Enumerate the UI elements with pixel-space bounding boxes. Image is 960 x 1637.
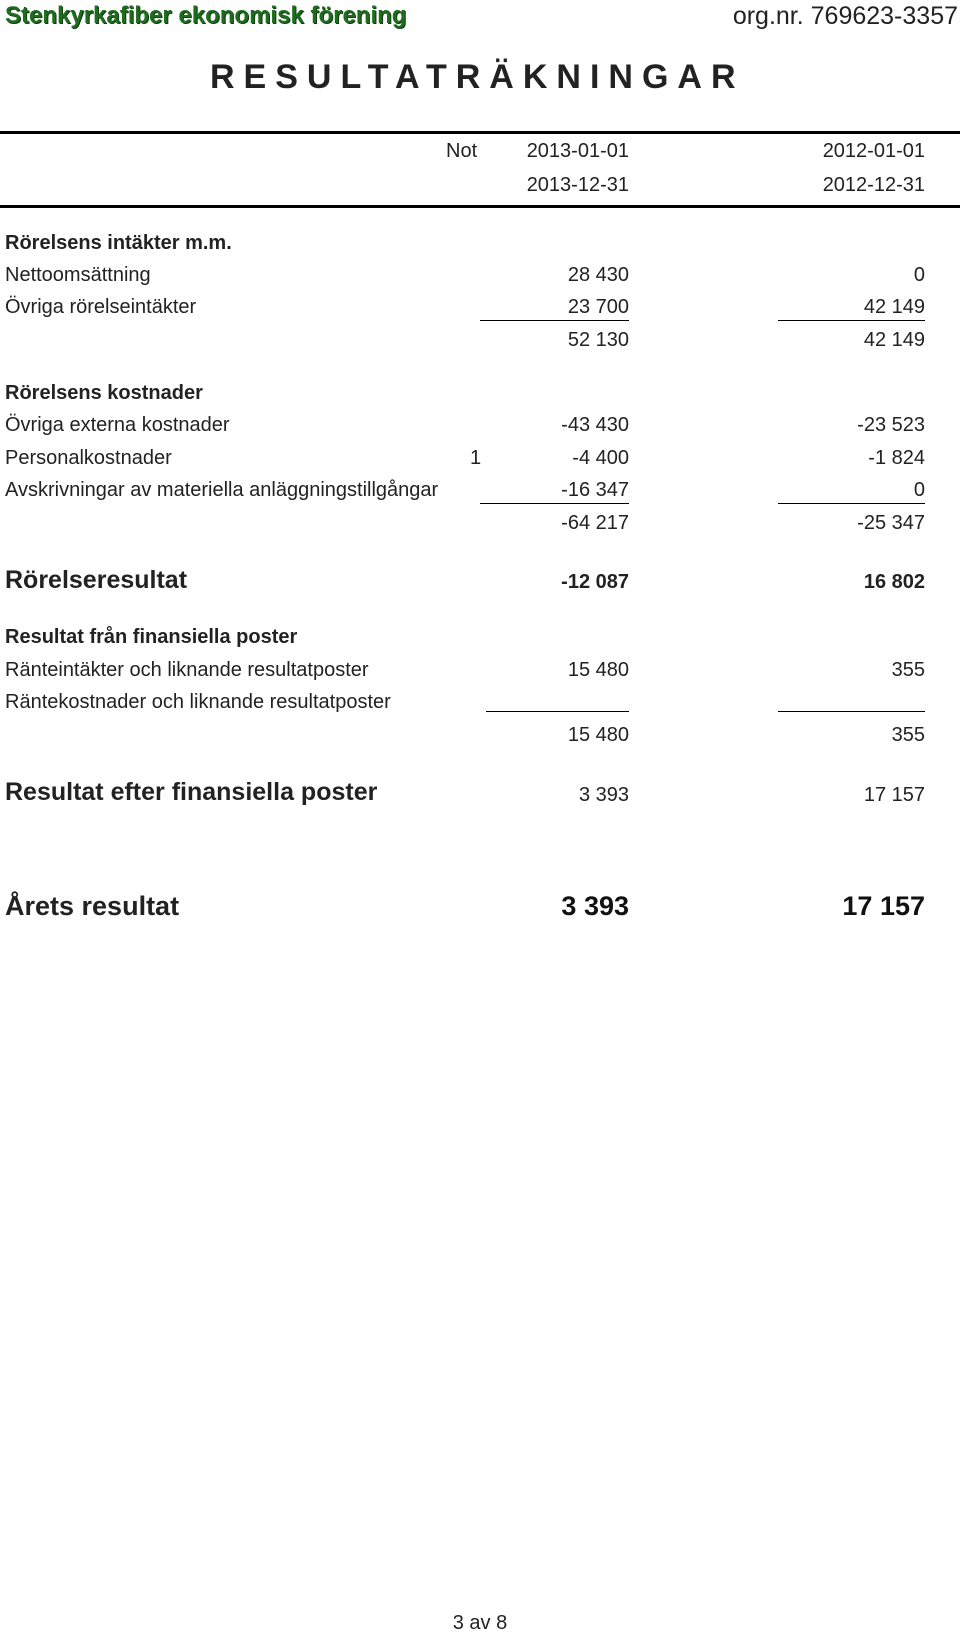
header-top-rule [0, 131, 960, 134]
note-column-header: Not [446, 140, 478, 162]
previous-subtotal-rule [778, 711, 925, 712]
row-current-value: -4 400 [572, 447, 629, 469]
header-bottom-rule [0, 205, 960, 208]
row-label: Ränteintäkter och liknande resultatposter [5, 659, 369, 681]
financial-section-heading: Resultat från finansiella poster [5, 626, 298, 648]
result-after-financial-label: Resultat efter finansiella poster [5, 778, 378, 806]
year-result-label: Årets resultat [5, 891, 180, 921]
year-result-previous: 17 157 [842, 891, 925, 921]
income-subtotal-previous: 42 149 [863, 329, 925, 351]
row-current-value: 28 430 [567, 264, 629, 286]
costs-subtotal-previous: -25 347 [857, 512, 925, 534]
result-after-financial-current: 3 393 [578, 784, 629, 806]
page-number: 3 av 8 [452, 1612, 508, 1634]
row-note: 1 [470, 447, 482, 469]
current-subtotal-rule [480, 320, 629, 321]
row-label: Övriga externa kostnader [5, 414, 230, 436]
row-previous-value: 355 [891, 659, 925, 681]
row-current-value: -43 430 [561, 414, 629, 436]
income-section-heading: Rörelsens intäkter m.m. [5, 232, 232, 254]
previous-period-to: 2012-12-31 [822, 174, 925, 196]
row-current-value: 23 700 [567, 296, 629, 318]
previous-subtotal-rule [778, 320, 925, 321]
financial-subtotal-previous: 355 [891, 724, 925, 746]
row-label: Nettoomsättning [5, 264, 151, 286]
costs-subtotal-current: -64 217 [561, 512, 629, 534]
row-label: Räntekostnader och liknande resultatposter [5, 691, 391, 713]
org-number: org.nr. 769623-3357 [732, 2, 958, 30]
row-previous-value: 42 149 [863, 296, 925, 318]
result-after-financial-previous: 17 157 [863, 784, 925, 806]
row-label: Personalkostnader [5, 447, 172, 469]
operating-result-label: Rörelseresultat [5, 566, 188, 594]
income-subtotal-current: 52 130 [567, 329, 629, 351]
organization-name: Stenkyrkafiber ekonomisk förening [5, 2, 407, 29]
current-period-from: 2013-01-01 [526, 140, 629, 162]
page-title: RESULTATRÄKNINGAR [210, 58, 745, 96]
year-result-current: 3 393 [561, 891, 629, 921]
costs-section-heading: Rörelsens kostnader [5, 382, 203, 404]
operating-result-previous: 16 802 [863, 571, 925, 593]
row-previous-value: 0 [913, 479, 925, 501]
current-subtotal-rule [480, 503, 629, 504]
current-subtotal-rule [486, 711, 629, 712]
row-previous-value: -23 523 [857, 414, 925, 436]
operating-result-current: -12 087 [561, 571, 629, 593]
row-previous-value: 0 [913, 264, 925, 286]
row-label: Avskrivningar av materiella anläggningstillgångar [5, 479, 439, 501]
previous-subtotal-rule [778, 503, 925, 504]
row-current-value: -16 347 [561, 479, 629, 501]
row-current-value: 15 480 [567, 659, 629, 681]
current-period-to: 2013-12-31 [526, 174, 629, 196]
row-label: Övriga rörelseintäkter [5, 296, 197, 318]
financial-subtotal-current: 15 480 [567, 724, 629, 746]
previous-period-from: 2012-01-01 [822, 140, 925, 162]
row-previous-value: -1 824 [868, 447, 925, 469]
